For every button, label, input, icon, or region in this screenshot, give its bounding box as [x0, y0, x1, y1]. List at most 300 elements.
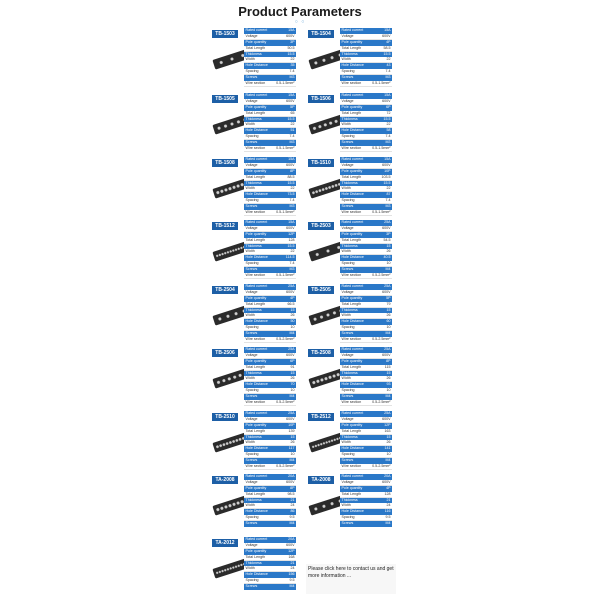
spec-value: 12P	[288, 548, 295, 553]
spec-value: 10	[386, 452, 391, 457]
spec-value: 66.5	[287, 301, 295, 306]
spec-value: 26	[386, 440, 391, 445]
spec-key: Voltage	[341, 352, 354, 357]
spec-key: Spacing	[245, 261, 259, 266]
spec-value: 600V	[286, 225, 295, 230]
spec-value: M4	[385, 267, 391, 272]
spec-value: 600V	[286, 33, 295, 38]
spec-key: Total Length	[341, 428, 362, 433]
spec-key: Spacing	[341, 388, 355, 393]
spec-key: Hole Distance	[245, 446, 268, 451]
spec-key: Rated current	[341, 28, 364, 32]
spec-key: Pole quantity	[341, 39, 363, 44]
spec-value: M4	[385, 521, 391, 526]
spec-value: 0.5-1.5mm²	[276, 146, 295, 151]
spec-value: 103.5	[381, 174, 391, 179]
spec-key: Voltage	[245, 542, 258, 547]
spec-key: Thickness	[245, 370, 262, 375]
spec-key: Width	[245, 313, 255, 318]
spec-table	[244, 93, 296, 152]
spec-value: 600V	[382, 225, 391, 230]
spec-value: 22	[290, 249, 295, 254]
spec-value: 3P	[386, 231, 391, 236]
spec-key: Wire section	[341, 400, 362, 405]
spec-key: Pole quantity	[341, 231, 363, 236]
spec-value: 40.5	[383, 255, 391, 260]
spec-value: 115	[384, 364, 391, 369]
spec-value: 0.5-1.5mm²	[276, 273, 295, 278]
spec-key: Screws	[245, 458, 258, 463]
spec-row	[340, 273, 392, 279]
spec-key: Hole Distance	[245, 319, 268, 324]
spec-key: Thickness	[245, 434, 262, 439]
spec-key: Thickness	[341, 307, 358, 312]
spec-key: Hole Distance	[341, 509, 364, 514]
spec-value: 22	[290, 186, 295, 191]
spec-key: Wire section	[245, 210, 266, 215]
spec-key: Hole Distance	[245, 255, 268, 260]
spec-key: Rated current	[245, 474, 268, 478]
spec-key: Wire section	[245, 400, 266, 405]
spec-key: Hole Distance	[341, 446, 364, 451]
spec-value: 25A	[384, 220, 391, 224]
spec-table	[244, 28, 296, 87]
spec-key: Hole Distance	[341, 382, 364, 387]
spec-key: Width	[341, 440, 351, 445]
spec-key: Spacing	[341, 325, 355, 330]
spec-key: Voltage	[245, 98, 258, 103]
spec-key: Total Length	[245, 237, 266, 242]
spec-value: 24	[290, 566, 295, 571]
spec-key: Rated current	[341, 347, 364, 351]
spec-key: Screws	[341, 267, 354, 272]
spec-value: 128	[384, 491, 391, 496]
spec-key: Width	[341, 376, 351, 381]
spec-value: 15A	[384, 93, 391, 97]
spec-value: 0.5-2.5mm²	[276, 464, 295, 469]
spec-key: Screws	[245, 204, 258, 209]
spec-key: Width	[245, 566, 255, 571]
spec-value: 50	[290, 319, 295, 324]
spec-value: 600V	[382, 416, 391, 421]
page-title: Product Parameters	[238, 4, 362, 19]
model-label: TB-1510	[308, 159, 334, 167]
spec-value: 15.5	[287, 180, 295, 185]
spec-value: 15.5	[287, 243, 295, 248]
spec-value: 15.5	[287, 51, 295, 56]
spec-value: 600V	[286, 542, 295, 547]
spec-value: 10	[386, 388, 391, 393]
spec-value: 25A	[288, 347, 295, 351]
spec-value: 8P	[290, 485, 295, 490]
spec-key: Hole Distance	[341, 192, 364, 197]
spec-row	[244, 337, 296, 343]
spec-value: 15	[386, 243, 391, 248]
spec-key: Pole quantity	[245, 295, 267, 300]
model-label: TB-2505	[308, 286, 334, 294]
model-label: TB-1508	[212, 159, 238, 167]
spec-value: 87	[386, 192, 391, 197]
spec-value: M4	[289, 584, 295, 589]
spec-key: Screws	[245, 584, 258, 589]
spec-table	[244, 220, 296, 279]
spec-value: 10	[290, 452, 295, 457]
spec-value: M4	[289, 458, 295, 463]
spec-value: 26	[290, 313, 295, 318]
spec-value: 15	[290, 370, 295, 375]
spec-value: 4P	[386, 39, 391, 44]
spec-key: Thickness	[245, 180, 262, 185]
spec-key: Thickness	[245, 243, 262, 248]
spec-value: 51	[290, 128, 295, 133]
spec-key: Width	[245, 376, 255, 381]
spec-value: 15A	[288, 157, 295, 161]
spec-value: 0.5-1.5mm²	[372, 81, 391, 86]
spec-key: Width	[341, 503, 351, 508]
spec-value: 25A	[384, 347, 391, 351]
spec-value: M3	[385, 140, 391, 145]
spec-value: 0.5-1.5mm²	[372, 146, 391, 151]
spec-value: 43	[386, 63, 391, 68]
spec-value: 0.5-1.5mm²	[276, 81, 295, 86]
spec-value: 600V	[382, 352, 391, 357]
spec-key: Width	[245, 503, 255, 508]
spec-key: Spacing	[341, 515, 355, 520]
spec-value: 600V	[382, 33, 391, 38]
spec-value: 12P	[288, 231, 295, 236]
spec-value: 22	[290, 122, 295, 127]
spec-table	[340, 28, 392, 87]
spec-value: 15A	[288, 28, 295, 32]
spec-value: 5P	[290, 104, 295, 109]
spec-key: Thickness	[341, 51, 358, 56]
model-label: TB-2508	[308, 349, 334, 357]
spec-key: Width	[245, 186, 255, 191]
spec-key: Wire section	[341, 81, 362, 86]
spec-value: 600V	[382, 289, 391, 294]
spec-value: M4	[385, 458, 391, 463]
spec-key: Wire section	[245, 81, 266, 86]
spec-key: Screws	[341, 521, 354, 526]
spec-key: Width	[341, 249, 351, 254]
spec-key: Total Length	[341, 174, 362, 179]
spec-value: 72	[386, 110, 391, 115]
spec-value: 26	[386, 376, 391, 381]
spec-key: Thickness	[245, 307, 262, 312]
spec-key: Total Length	[245, 110, 266, 115]
spec-value: 20A	[288, 537, 295, 541]
spec-value: 22	[290, 57, 295, 62]
model-label: TB-2506	[212, 349, 238, 357]
spec-key: Hole Distance	[341, 319, 364, 324]
spec-key: Thickness	[341, 243, 358, 248]
spec-key: Total Length	[245, 174, 266, 179]
spec-value: 0.5-1.5mm²	[372, 210, 391, 215]
spec-key: Thickness	[341, 180, 358, 185]
spec-value: 21	[386, 497, 391, 502]
spec-key: Voltage	[341, 98, 354, 103]
spec-value: 22	[386, 186, 391, 191]
spec-table	[340, 220, 392, 279]
spec-key: Pole quantity	[341, 104, 363, 109]
spec-value: 163	[384, 428, 391, 433]
spec-value: 10	[386, 325, 391, 330]
spec-key: Rated current	[341, 157, 364, 161]
spec-key: Pole quantity	[341, 168, 363, 173]
spec-value: 25A	[288, 411, 295, 415]
spec-key: Thickness	[245, 497, 262, 502]
spec-value: 54.5	[383, 237, 391, 242]
model-label: TB-2503	[308, 222, 334, 230]
spec-value: 600V	[382, 479, 391, 484]
spec-key: Spacing	[245, 388, 259, 393]
model-label: TA-2012	[212, 539, 238, 547]
spec-key: Wire section	[245, 273, 266, 278]
spec-key: Total Length	[245, 491, 266, 496]
spec-value: 0.5-1.5mm²	[276, 210, 295, 215]
spec-key: Wire section	[341, 210, 362, 215]
spec-key: Spacing	[245, 452, 259, 457]
spec-value: 15	[386, 434, 391, 439]
spec-key: Pole quantity	[341, 358, 363, 363]
spec-value: 600V	[286, 162, 295, 167]
spec-row	[340, 210, 392, 216]
spec-key: Rated current	[341, 93, 364, 97]
spec-table	[340, 474, 392, 527]
spec-value: 25A	[288, 284, 295, 288]
spec-value: M3	[289, 267, 295, 272]
spec-key: Pole quantity	[245, 358, 267, 363]
spec-key: Voltage	[341, 289, 354, 294]
spec-table	[244, 411, 296, 470]
spec-key: Hole Distance	[245, 572, 268, 577]
spec-key: Pole quantity	[245, 168, 267, 173]
spec-value: M3	[385, 204, 391, 209]
spec-key: Wire section	[245, 337, 266, 342]
model-label: TA-2008	[212, 476, 238, 484]
spec-key: Spacing	[341, 69, 355, 74]
spec-key: Total Length	[245, 45, 266, 50]
spec-key: Hole Distance	[245, 509, 268, 514]
model-label: TB-1504	[308, 30, 334, 38]
spec-value: 10	[290, 325, 295, 330]
spec-table	[340, 93, 392, 152]
spec-value: 7.4	[289, 69, 295, 74]
spec-key: Voltage	[341, 33, 354, 38]
spec-table	[340, 157, 392, 216]
spec-table	[244, 537, 296, 590]
spec-row	[244, 273, 296, 279]
spec-key: Thickness	[245, 560, 262, 565]
spec-table	[340, 284, 392, 343]
spec-value: 26	[290, 440, 295, 445]
spec-value: 4P	[386, 485, 391, 490]
spec-value: 70	[290, 382, 295, 387]
model-label: TB-2512	[308, 413, 334, 421]
spec-key: Total Length	[341, 237, 362, 242]
spec-value: 116	[384, 509, 391, 514]
spec-value: 73.5	[287, 192, 295, 197]
spec-value: 25A	[384, 411, 391, 415]
spec-value: 35	[290, 63, 295, 68]
spec-value: 7.4	[289, 134, 295, 139]
spec-value: 156	[288, 572, 295, 577]
spec-key: Thickness	[341, 370, 358, 375]
spec-key: Thickness	[341, 497, 358, 502]
spec-value: 128	[288, 237, 295, 242]
spec-value: 5P	[386, 295, 391, 300]
spec-key: Pole quantity	[245, 422, 267, 427]
spec-value: 79	[386, 301, 391, 306]
spec-table	[340, 347, 392, 406]
spec-value: 15.5	[383, 116, 391, 121]
model-label: TB-1503	[212, 30, 238, 38]
spec-value: 114.5	[285, 255, 295, 260]
spec-key: Pole quantity	[245, 231, 267, 236]
spec-key: Rated current	[245, 284, 268, 288]
spec-key: Pole quantity	[245, 548, 267, 553]
spec-value: 58	[386, 128, 391, 133]
spec-key: Rated current	[245, 157, 268, 161]
spec-value: 9.5	[385, 515, 391, 520]
spec-key: Pole quantity	[245, 485, 267, 490]
spec-row	[340, 464, 392, 470]
spec-value: 21	[290, 497, 295, 502]
spec-value: 600V	[286, 289, 295, 294]
spec-value: 60	[386, 319, 391, 324]
spec-value: 7.4	[385, 69, 391, 74]
spec-value: M4	[289, 394, 295, 399]
spec-value: 0.5-2.5mm²	[372, 400, 391, 405]
spec-key: Spacing	[245, 578, 259, 583]
spec-key: Hole Distance	[245, 128, 268, 133]
spec-key: Wire section	[341, 273, 362, 278]
spec-value: 0.5-2.5mm²	[276, 337, 295, 342]
spec-key: Total Length	[341, 364, 362, 369]
spec-value: 12P	[384, 422, 391, 427]
spec-table	[244, 474, 296, 527]
spec-value: 6P	[386, 104, 391, 109]
model-label: TB-1512	[212, 222, 238, 230]
spec-key: Voltage	[245, 352, 258, 357]
spec-value: 88.5	[287, 174, 295, 179]
spec-key: Screws	[245, 521, 258, 526]
spec-value: 0.5-2.5mm²	[372, 273, 391, 278]
spec-key: Voltage	[341, 416, 354, 421]
spec-key: Wire section	[245, 146, 266, 151]
spec-key: Rated current	[341, 220, 364, 224]
spec-value: 600V	[382, 162, 391, 167]
spec-key: Thickness	[341, 434, 358, 439]
spec-value: 15	[386, 307, 391, 312]
spec-row	[244, 400, 296, 406]
spec-row	[340, 146, 392, 152]
spec-key: Total Length	[341, 110, 362, 115]
spec-key: Spacing	[341, 134, 355, 139]
spec-value: 10P	[384, 168, 391, 173]
spec-table	[340, 411, 392, 470]
spec-key: Width	[341, 57, 351, 62]
model-label: TB-1505	[212, 95, 238, 103]
spec-value: 20A	[384, 474, 391, 478]
spec-value: 10	[290, 388, 295, 393]
spec-key: Voltage	[245, 33, 258, 38]
spec-value: 22	[386, 122, 391, 127]
spec-value: 139	[288, 428, 295, 433]
spec-key: Thickness	[245, 51, 262, 56]
spec-value: M3	[289, 75, 295, 80]
spec-key: Pole quantity	[341, 422, 363, 427]
spec-value: 117	[288, 446, 295, 451]
model-label: TB-2504	[212, 286, 238, 294]
spec-value: M4	[289, 521, 295, 526]
spec-value: 9.5	[289, 515, 295, 520]
spec-value: 15A	[288, 93, 295, 97]
spec-key: Rated current	[245, 28, 268, 32]
spec-key: Voltage	[245, 479, 258, 484]
spec-value: 91	[290, 364, 295, 369]
spec-value: 10P	[288, 422, 295, 427]
spec-key: Screws	[341, 394, 354, 399]
spec-value: 26	[386, 313, 391, 318]
spec-key: Wire section	[341, 146, 362, 151]
spec-value: 15A	[384, 157, 391, 161]
spec-row	[340, 521, 392, 527]
spec-key: Voltage	[245, 289, 258, 294]
spec-value: 15A	[384, 28, 391, 32]
contact-link[interactable]: Please click here to contact us and get more information ...	[306, 564, 396, 594]
spec-value: 86	[290, 509, 295, 514]
spec-key: Spacing	[245, 69, 259, 74]
model-label: TB-1506	[308, 95, 334, 103]
spec-key: Hole Distance	[245, 63, 268, 68]
spec-value: 20A	[288, 474, 295, 478]
spec-value: 600V	[382, 98, 391, 103]
spec-value: M4	[289, 331, 295, 336]
spec-value: 10	[386, 261, 391, 266]
spec-value: 141	[384, 446, 391, 451]
spec-value: 26	[386, 249, 391, 254]
spec-key: Voltage	[341, 225, 354, 230]
spec-value: 93	[386, 382, 391, 387]
spec-value: 15.5	[383, 180, 391, 185]
spec-key: Screws	[341, 75, 354, 80]
spec-key: Total Length	[341, 301, 362, 306]
spec-value: 0.5-2.5mm²	[372, 464, 391, 469]
spec-value: 0.5-2.5mm²	[276, 400, 295, 405]
spec-key: Width	[245, 122, 255, 127]
spec-value: 4P	[290, 295, 295, 300]
spec-key: Screws	[245, 75, 258, 80]
spec-value: 22	[386, 57, 391, 62]
spec-key: Pole quantity	[245, 39, 267, 44]
spec-key: Rated current	[341, 474, 364, 478]
spec-key: Spacing	[245, 515, 259, 520]
spec-key: Width	[341, 186, 351, 191]
spec-row	[340, 400, 392, 406]
carousel-dots[interactable]: ○ ○	[294, 19, 306, 25]
spec-row	[244, 210, 296, 216]
spec-value: 168	[288, 554, 295, 559]
spec-value: 50.5	[287, 45, 295, 50]
spec-value: M3	[289, 140, 295, 145]
spec-key: Width	[341, 313, 351, 318]
spec-row	[244, 464, 296, 470]
spec-value: 8P	[386, 358, 391, 363]
spec-key: Screws	[341, 458, 354, 463]
spec-value: 15A	[288, 220, 295, 224]
spec-key: Spacing	[245, 134, 259, 139]
